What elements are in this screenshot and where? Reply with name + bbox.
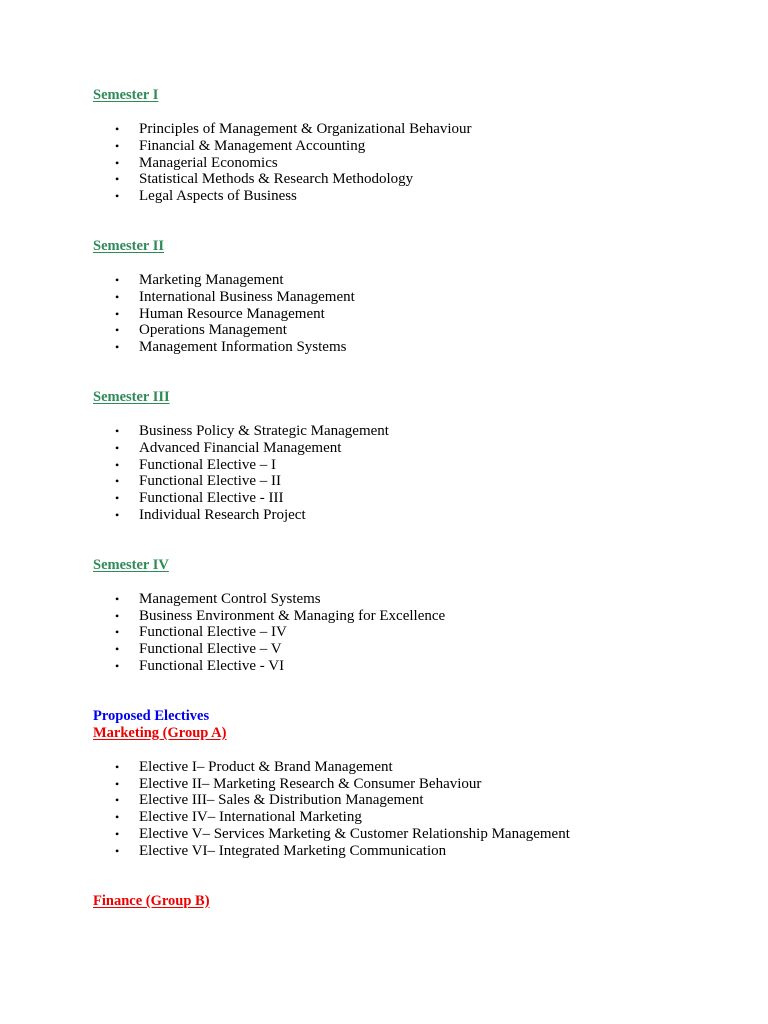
bullet-icon: • (115, 440, 120, 455)
list-item: • Elective V– Services Marketing & Customer Relationship Management (115, 825, 570, 842)
list-item: • Functional Elective – IV (115, 624, 287, 641)
list-item: • Elective II– Marketing Research & Consumer Behaviour (115, 775, 482, 792)
semester-1-heading: Semester I (93, 87, 159, 103)
semester-4-heading: Semester IV (93, 556, 169, 573)
list-item: • Human Resource Management (115, 305, 325, 322)
bullet-icon: • (115, 122, 120, 136)
list-item: • Operations Management (115, 322, 287, 339)
list-item: • Management Information Systems (115, 339, 347, 356)
list-item: • Business Environment & Managing for Excellence (115, 607, 446, 624)
bullet-icon: • (115, 759, 120, 774)
list-item: • Elective III– Sales & Distribution Management (115, 792, 424, 809)
bullet-icon: • (115, 172, 120, 187)
list-item: • Financial & Management Accounting (115, 137, 366, 154)
bullet-icon: • (115, 189, 120, 204)
bullet-icon: • (115, 306, 120, 321)
list-item: • Individual Research Project (115, 506, 306, 523)
list-item: • Advanced Financial Management (115, 439, 342, 456)
bullet-icon: • (115, 793, 120, 808)
bullet-icon: • (115, 625, 120, 640)
semester-2-list (93, 272, 733, 356)
list-item: • Functional Elective – II (115, 473, 282, 490)
bullet-icon: • (115, 658, 120, 673)
semester-3-heading: Semester III (93, 388, 170, 405)
spacer (93, 675, 733, 708)
document-page (93, 87, 733, 910)
list-item: • Elective I– Product & Brand Management (115, 758, 393, 775)
list-item: • Principles of Management & Organizational Behaviour (115, 121, 472, 137)
bullet-icon: • (115, 340, 120, 355)
proposed-electives-heading: Proposed Electives (93, 707, 210, 724)
finance-group-heading: Finance (Group B) (93, 892, 210, 909)
bullet-icon: • (115, 323, 120, 338)
bullet-icon: • (115, 507, 120, 522)
bullet-icon: • (115, 474, 120, 489)
bullet-icon: • (115, 457, 120, 472)
bullet-icon: • (115, 491, 120, 506)
bullet-icon: • (115, 642, 120, 657)
bullet-icon: • (115, 138, 120, 153)
list-item: • Business Policy & Strategic Management (115, 422, 389, 439)
list-item: • Management Control Systems (115, 590, 321, 607)
bullet-icon: • (115, 776, 120, 791)
spacer (93, 524, 733, 557)
bullet-icon: • (115, 591, 120, 606)
bullet-icon: • (115, 810, 120, 825)
marketing-electives-list (93, 759, 733, 860)
bullet-icon: • (115, 826, 120, 841)
bullet-icon: • (115, 272, 120, 287)
list-item: • International Business Management (115, 288, 355, 305)
list-item: • Legal Aspects of Business (115, 188, 297, 205)
list-item: • Functional Elective – V (115, 641, 282, 658)
semester-4-list (93, 591, 733, 675)
semester-1-list (93, 121, 733, 205)
semester-2-heading: Semester II (93, 237, 165, 254)
spacer (93, 205, 733, 238)
bullet-icon: • (115, 608, 120, 623)
list-item: • Elective VI– Integrated Marketing Communication (115, 842, 447, 859)
list-item: • Functional Elective - VI (115, 657, 285, 674)
bullet-icon: • (115, 843, 120, 858)
list-item: • Elective IV– International Marketing (115, 809, 362, 826)
bullet-icon: • (115, 423, 120, 438)
list-item: • Functional Elective - III (115, 490, 284, 507)
list-item: • Statistical Methods & Research Methodology (115, 171, 414, 188)
marketing-group-heading: Marketing (Group A) (93, 724, 227, 741)
semester-3-list (93, 423, 733, 524)
bullet-icon: • (115, 289, 120, 304)
list-item: • Marketing Management (115, 271, 284, 288)
bullet-icon: • (115, 155, 120, 170)
list-item: • Managerial Economics (115, 154, 278, 171)
spacer (93, 860, 733, 893)
list-item: • Functional Elective – I (115, 456, 277, 473)
spacer (93, 356, 733, 389)
